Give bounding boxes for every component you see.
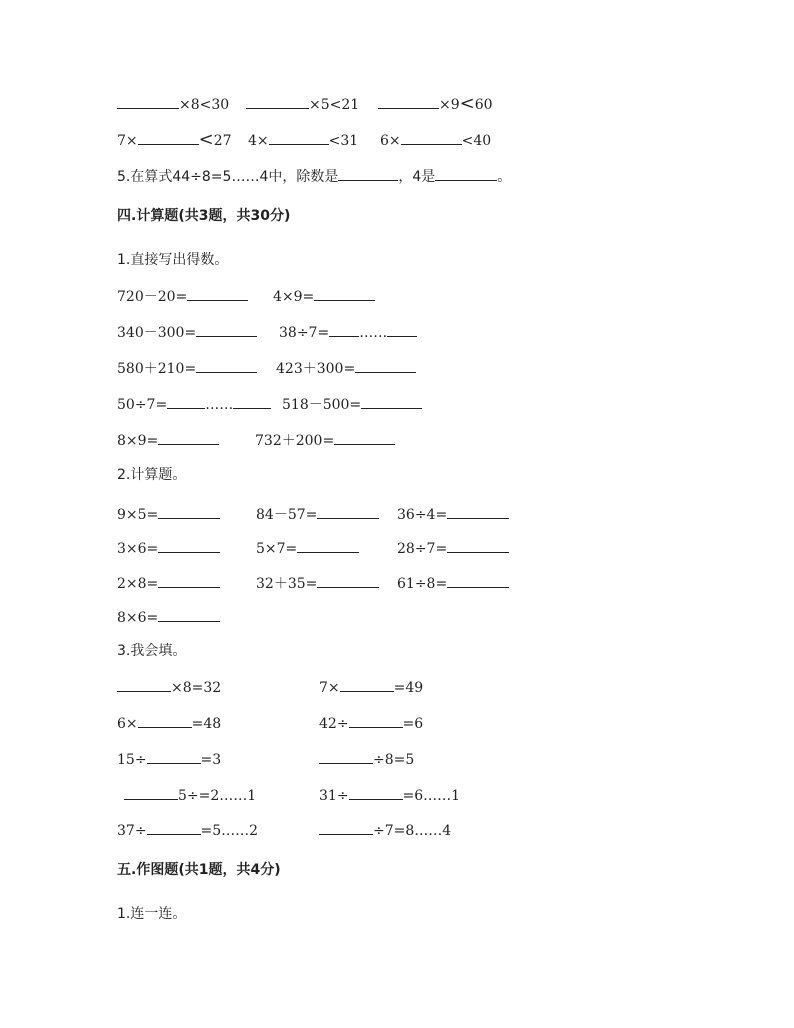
calc-item <box>397 505 509 524</box>
expression: =48 <box>191 716 222 732</box>
expression: 720－20= <box>117 289 188 305</box>
answer-blank[interactable] <box>147 750 201 764</box>
expression: 340－300= <box>117 325 197 341</box>
calc-item <box>117 323 257 342</box>
inequality-text: <40 <box>461 133 492 149</box>
remainder-dots: …… <box>205 397 234 413</box>
inequality-text: 4× <box>248 133 269 149</box>
quotient-blank[interactable] <box>167 395 205 409</box>
fill-item <box>319 714 423 733</box>
remainder-blank[interactable] <box>233 395 271 409</box>
answer-blank[interactable] <box>138 131 199 145</box>
inequality-6 <box>380 131 491 150</box>
calc-item <box>117 539 220 558</box>
inequality-text: 6× <box>380 133 401 149</box>
expression: 50÷7= <box>117 397 168 413</box>
less-than-sign: < <box>459 93 475 114</box>
answer-blank[interactable] <box>349 786 403 800</box>
expression: ×8=32 <box>171 680 222 696</box>
expression: 84－57= <box>256 507 318 523</box>
expression: 423＋300= <box>276 361 356 377</box>
calc-item <box>397 574 509 593</box>
expression: 3×6= <box>117 541 159 557</box>
expression: 5÷=2……1 <box>178 788 257 804</box>
expression: 32＋35= <box>256 576 318 592</box>
inequality-4 <box>117 131 232 150</box>
expression: ÷7=8……4 <box>373 823 452 839</box>
question-title: 1.直接写出得数。 <box>117 252 229 268</box>
calc-item <box>256 539 359 558</box>
question-text: 5.在算式44÷8=5……4中，除数是 <box>117 169 339 185</box>
calc-item <box>273 287 375 306</box>
answer-blank[interactable] <box>187 287 248 301</box>
answer-blank[interactable] <box>117 95 179 109</box>
answer-blank[interactable] <box>435 167 497 181</box>
fill-item <box>117 750 221 769</box>
answer-blank[interactable] <box>147 821 201 835</box>
expression: =49 <box>393 680 424 696</box>
expression: 2×8= <box>117 576 159 592</box>
expression: 42÷ <box>319 716 349 732</box>
expression: 518－500= <box>282 397 362 413</box>
calc-item <box>282 395 422 414</box>
inequality-text: ×8<30 <box>179 97 230 113</box>
answer-blank[interactable] <box>158 539 220 553</box>
expression: ÷8=5 <box>373 752 415 768</box>
answer-blank[interactable] <box>338 167 398 181</box>
expression: 28÷7= <box>397 541 448 557</box>
fill-item <box>319 786 460 805</box>
answer-blank[interactable] <box>340 678 394 692</box>
answer-blank[interactable] <box>447 574 509 588</box>
calc-item <box>117 608 220 627</box>
calc-item <box>279 323 417 342</box>
calc-item <box>117 574 220 593</box>
expression: 5×7= <box>256 541 298 557</box>
question-title: 1.连一连。 <box>117 906 187 922</box>
expression: =6……1 <box>402 788 461 804</box>
expression: 6× <box>117 716 138 732</box>
remainder-blank[interactable] <box>387 323 417 337</box>
inequality-5 <box>248 131 358 150</box>
quotient-blank[interactable] <box>329 323 359 337</box>
answer-blank[interactable] <box>361 395 422 409</box>
answer-blank[interactable] <box>246 95 309 109</box>
inequality-1 <box>117 95 229 114</box>
answer-blank[interactable] <box>355 359 416 373</box>
answer-blank[interactable] <box>447 505 509 519</box>
fill-item <box>117 714 221 733</box>
question-5 <box>117 167 511 186</box>
expression: 31÷ <box>319 788 349 804</box>
fill-item <box>117 821 258 840</box>
expression: 38÷7= <box>279 325 330 341</box>
calc-item <box>117 431 219 450</box>
answer-blank[interactable] <box>317 505 379 519</box>
calc-item <box>256 505 379 524</box>
answer-blank[interactable] <box>401 131 462 145</box>
expression: 9×5= <box>117 507 159 523</box>
question-title: 3.我会填。 <box>117 643 187 659</box>
fill-item <box>319 821 451 840</box>
answer-blank[interactable] <box>158 505 220 519</box>
fill-item <box>319 678 423 697</box>
answer-blank[interactable] <box>334 431 395 445</box>
fill-item <box>319 750 414 769</box>
answer-blank[interactable] <box>349 714 403 728</box>
answer-blank[interactable] <box>117 678 171 692</box>
fill-item <box>124 786 256 805</box>
answer-blank[interactable] <box>124 786 178 800</box>
calc-item <box>256 574 379 593</box>
calc-item <box>276 359 416 378</box>
answer-blank[interactable] <box>319 750 373 764</box>
inequality-text: 27 <box>213 133 232 149</box>
answer-blank[interactable] <box>314 287 375 301</box>
answer-blank[interactable] <box>138 714 192 728</box>
question-text: ，4是 <box>398 169 436 185</box>
inequality-2 <box>246 95 359 114</box>
expression: 61÷8= <box>397 576 448 592</box>
answer-blank[interactable] <box>297 539 359 553</box>
answer-blank[interactable] <box>317 574 379 588</box>
less-than-sign: < <box>198 129 214 150</box>
answer-blank[interactable] <box>269 131 329 145</box>
answer-blank[interactable] <box>158 574 220 588</box>
calc-item <box>117 395 271 414</box>
inequality-3 <box>378 95 493 114</box>
answer-blank[interactable] <box>196 323 257 337</box>
inequality-text: ×9 <box>439 97 460 113</box>
calc-item <box>255 431 395 450</box>
question-text: 。 <box>497 169 512 185</box>
answer-blank[interactable] <box>447 539 509 553</box>
answer-blank[interactable] <box>158 608 220 622</box>
remainder-dots: …… <box>359 325 388 341</box>
answer-blank[interactable] <box>196 359 257 373</box>
inequality-text: 7× <box>117 133 138 149</box>
expression: =6 <box>402 716 424 732</box>
calc-item <box>117 359 257 378</box>
answer-blank[interactable] <box>378 95 439 109</box>
expression: 36÷4= <box>397 507 448 523</box>
answer-blank[interactable] <box>158 431 219 445</box>
calc-item <box>117 287 248 306</box>
expression: 15÷ <box>117 752 147 768</box>
answer-blank[interactable] <box>319 821 373 835</box>
inequality-text: ×5<21 <box>309 97 360 113</box>
expression: =5……2 <box>200 823 259 839</box>
section-title: 四.计算题(共3题，共30分) <box>117 208 291 224</box>
calc-item <box>397 539 509 558</box>
expression: 8×6= <box>117 610 159 626</box>
question-title: 2.计算题。 <box>117 467 187 483</box>
section-title: 五.作图题(共1题，共4分) <box>117 862 281 878</box>
expression: =3 <box>200 752 222 768</box>
fill-item <box>117 678 221 697</box>
expression: 7× <box>319 680 340 696</box>
inequality-text: <31 <box>328 133 359 149</box>
expression: 580＋210= <box>117 361 197 377</box>
expression: 732＋200= <box>255 433 335 449</box>
expression: 37÷ <box>117 823 147 839</box>
expression: 8×9= <box>117 433 159 449</box>
expression: 4×9= <box>273 289 315 305</box>
calc-item <box>117 505 220 524</box>
inequality-text: 60 <box>474 97 493 113</box>
